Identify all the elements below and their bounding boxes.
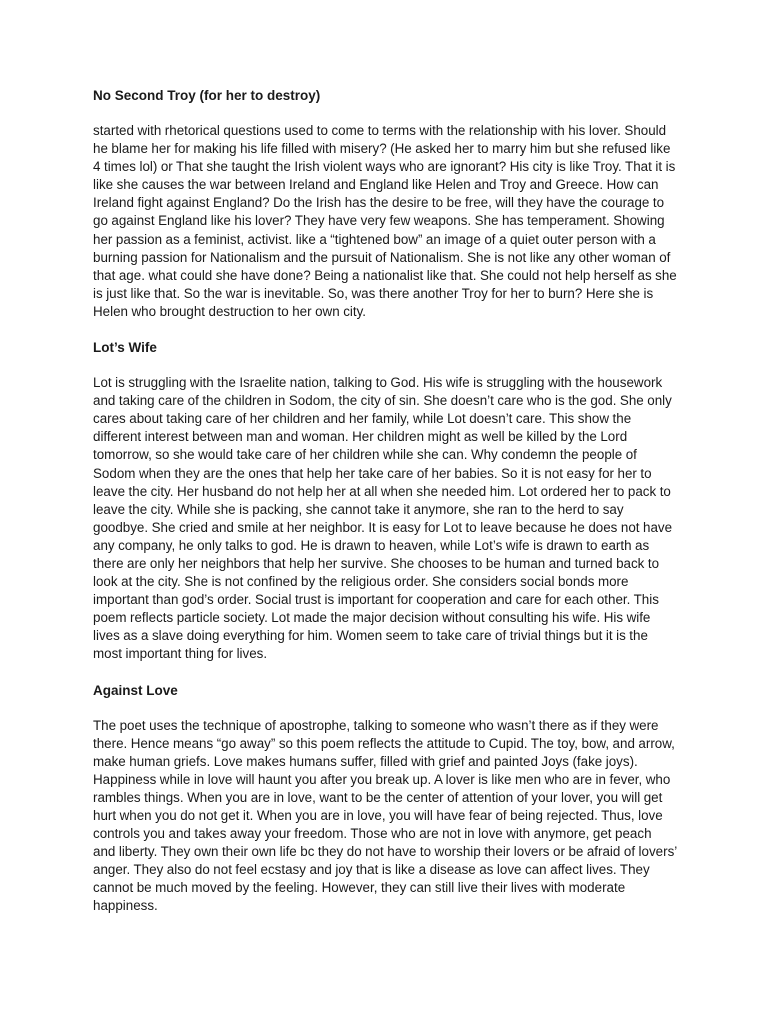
section-no-second-troy <box>93 87 677 321</box>
section-lots-wife <box>93 339 677 664</box>
section-title: No Second Troy (for her to destroy) <box>93 88 321 103</box>
section-body: Lot is struggling with the Israelite nation, talking to God. His wife is struggling with the housework and taking care of the children in Sodom, the city of sin. She doesn’t care who is the god. She only cares about taking care of her children and her family, while Lot doesn’t care. This show the different interest between man and woman. Her children might as well be killed by the Lord tomorrow, so she would take care of her children while she can. Why condemn the people of Sodom when they are the ones that help her take care of her babies. So it is not easy for her to leave the city. Her husband do not help her at all when she needed him. Lot ordered her to pack to leave the city. While she is packing, she cannot take it anymore, she ran to the herd to say goodbye. She cried and smile at her neighbor. It is easy for Lot to leave because he does not have any company, he only talks to god. He is drawn to heaven, while Lot’s wife is drawn to earth as there are only her neighbors that help her survive. She chooses to be human and turned back to look at the city. She is not confined by the religious order. She considers social bonds more important than god’s order. Social trust is important for cooperation and care for each other. This poem reflects particle society. Lot made the major decision without consulting his wife. His wife lives as a slave doing everything for him. Women seem to take care of trivial things but it is the most important thing for lives. <box>93 375 673 662</box>
section-title: Against Love <box>93 682 178 698</box>
section-title: Lot’s Wife <box>93 340 157 356</box>
section-body: The poet uses the technique of apostrophe, talking to someone who wasn’t there as if they were there. Hence means “go away” so this poem reflects the attitude to Cupid. The toy, bow, and arrow, make human griefs. Love makes humans suffer, filled with grief and painted Joys (fake joys). Happiness while in love will haunt you after you break up. A lover is like men who are in fever, who rambles things. When you are in love, want to be the center of attention of your lover, you will get hurt when you do not get it. When you are in love, you will have fear of being rejected. Thus, love controls you and takes away your freedom. Those who are not in love with anymore, get peach and liberty. They own their own life bc they do not have to worship their lovers or be afraid of lovers’ anger. They also do not feel ecstasy and joy that is like a disease as love can affect lives. They cannot be much moved by the feeling. However, they can still live their lives with moderate happiness. <box>93 717 677 914</box>
section-against-love <box>93 682 677 916</box>
document-content <box>93 87 677 934</box>
section-body: started with rhetorical questions used to come to terms with the relationship with his lover. Should he blame her for making his life filled with misery? (He asked her to marry him but she refused like 4 times lol) or That she taught the Irish violent ways who are ignorant? His city is like Troy. That it is like she causes the war between Ireland and England like Helen and Troy and Greece. How can Ireland fight against England? Do the Irish has the desire to be free, will they have the courage to go against England like his lover? They have very few weapons. She has temperament. Showing her passion as a feminist, activist. like a “tightened bow” an image of a quiet outer person with a burning passion for Nationalism and the pursuit of Nationalism. She is not like any other woman of that age. what could she have done? Being a nationalist like that. She could not help herself as she is just like that. So the war is inevitable. So, was there another Troy for her to burn? Here she is Helen who brought destruction to her own city. <box>93 123 677 319</box>
